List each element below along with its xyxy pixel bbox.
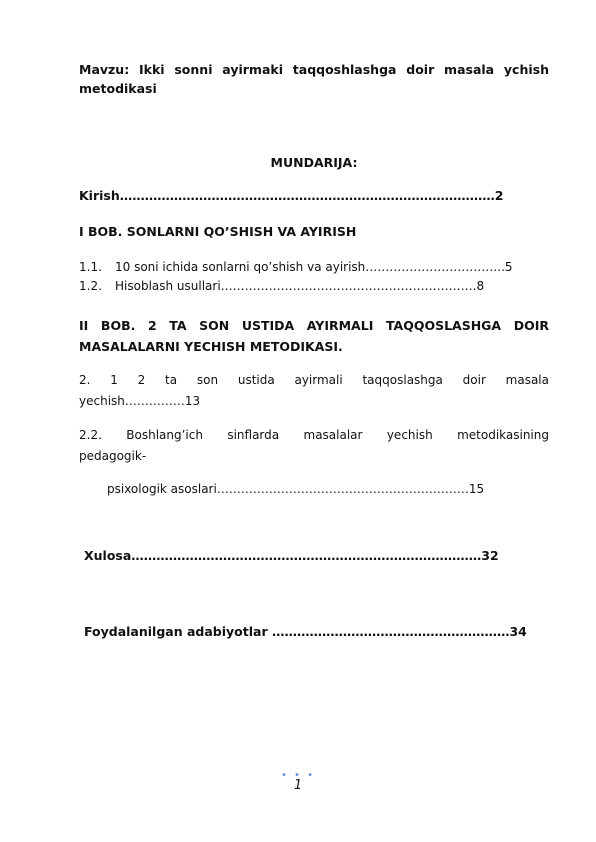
toc-bibliography: Foydalanilgan adabiyotlar …………………………………………………34	[84, 624, 527, 639]
toc-item-number: 1.2.	[79, 279, 102, 293]
footer-ornament: • • •	[280, 770, 316, 781]
toc-item-2-2-line-3: psixologik asoslari………………………………………………………15	[107, 482, 485, 496]
toc-item-2-2-line-1: 2.2. Boshlang’ich sinflarda masalalar yechish metodikasining	[79, 428, 549, 442]
toc-intro: Kirish………………………………………………………………………………2	[79, 188, 504, 203]
page-number: 1	[293, 778, 303, 793]
toc-item-text: 10 soni ichida sonlarni qo’shish va ayirish……………………………..5	[115, 260, 513, 274]
topic-line-2: metodikasi	[79, 81, 157, 96]
toc-item-2-2-line-2: pedagogik-	[79, 449, 147, 463]
toc-item-1-1	[79, 257, 549, 278]
toc-item-2-1-line-2: yechish……………13	[79, 394, 201, 408]
toc-item-2-1-line-1: 2. 1 2 ta son ustida ayirmali taqqoslashga doir masala	[79, 373, 549, 387]
toc-item-number: 1.1.	[79, 260, 102, 274]
toc-chapter-2-title-line-2: MASALALARNI YECHISH METODIKASI.	[79, 339, 343, 354]
toc-item-1-2	[79, 276, 549, 297]
contents-title: MUNDARIJA:	[270, 155, 358, 170]
toc-item-text: Hisoblash usullari……………………………………………………….8	[115, 279, 485, 293]
toc-conclusion: Xulosa…………………………………………………………………………32	[84, 548, 499, 563]
toc-chapter-1-title: I BOB. SONLARNI QO’SHISH VA AYIRISH	[79, 224, 357, 239]
topic-line-1: Mavzu: Ikki sonni ayirmaki taqqoshlashga doir masala ychish	[79, 62, 549, 77]
toc-chapter-2-title-line-1: II BOB. 2 TA SON USTIDA AYIRMALI TAQQOSLASHGA DOIR	[79, 318, 549, 333]
